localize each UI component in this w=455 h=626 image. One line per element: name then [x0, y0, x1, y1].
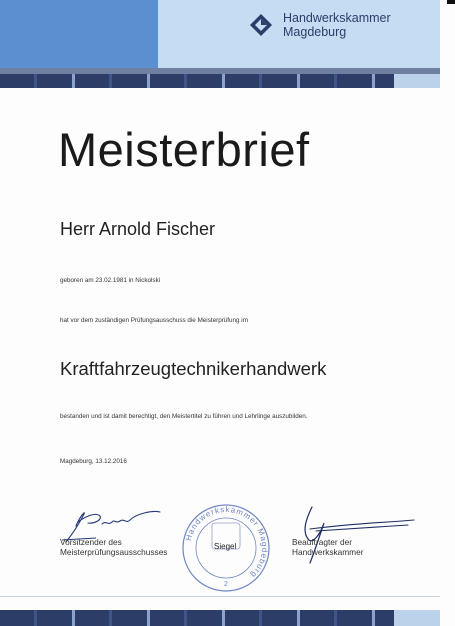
- representative-label-line2: Handwerkskammer: [292, 547, 364, 557]
- header-stripes: [0, 74, 440, 88]
- edge-mark: [447, 0, 455, 4]
- certificate-title: Meisterbrief: [58, 123, 310, 176]
- footer-stripes: [0, 610, 440, 626]
- place-date: Magdeburg, 13.12.2016: [60, 458, 127, 465]
- birth-line: geboren am 23.02.1981 in Nickolski: [60, 277, 161, 284]
- org-name-line2: Magdeburg: [283, 25, 347, 39]
- seal-label: Siegel: [214, 542, 237, 551]
- chairman-label-line1: Vorsitzender des: [60, 537, 122, 547]
- org-name-line1: Handwerkskammer: [283, 11, 391, 25]
- recipient-name: Herr Arnold Fischer: [60, 219, 216, 239]
- handwerkskammer-logo-icon: [250, 14, 272, 36]
- result-line: bestanden und ist damit berechtigt, den Meistertitel zu führen und Lehrlinge auszubilden.: [60, 413, 308, 420]
- trade-name: Kraftfahrzeugtechnikerhandwerk: [60, 358, 327, 379]
- chairman-label: [60, 537, 167, 557]
- representative-label: [292, 537, 363, 557]
- exam-line: hat vor dem zuständigen Prüfungsausschuss die Meisterprüfung im: [60, 317, 248, 324]
- seal-ring-text: Handwerkskammer Magdeburg: [183, 504, 270, 581]
- header-blue-block: [0, 0, 158, 68]
- footer-line: [0, 596, 440, 597]
- seal-number: 2: [224, 581, 228, 588]
- representative-label-line1: Beauftragter der: [292, 537, 352, 547]
- organization-name: [283, 11, 391, 39]
- chairman-label-line2: Meisterprüfungsausschusses: [60, 547, 168, 557]
